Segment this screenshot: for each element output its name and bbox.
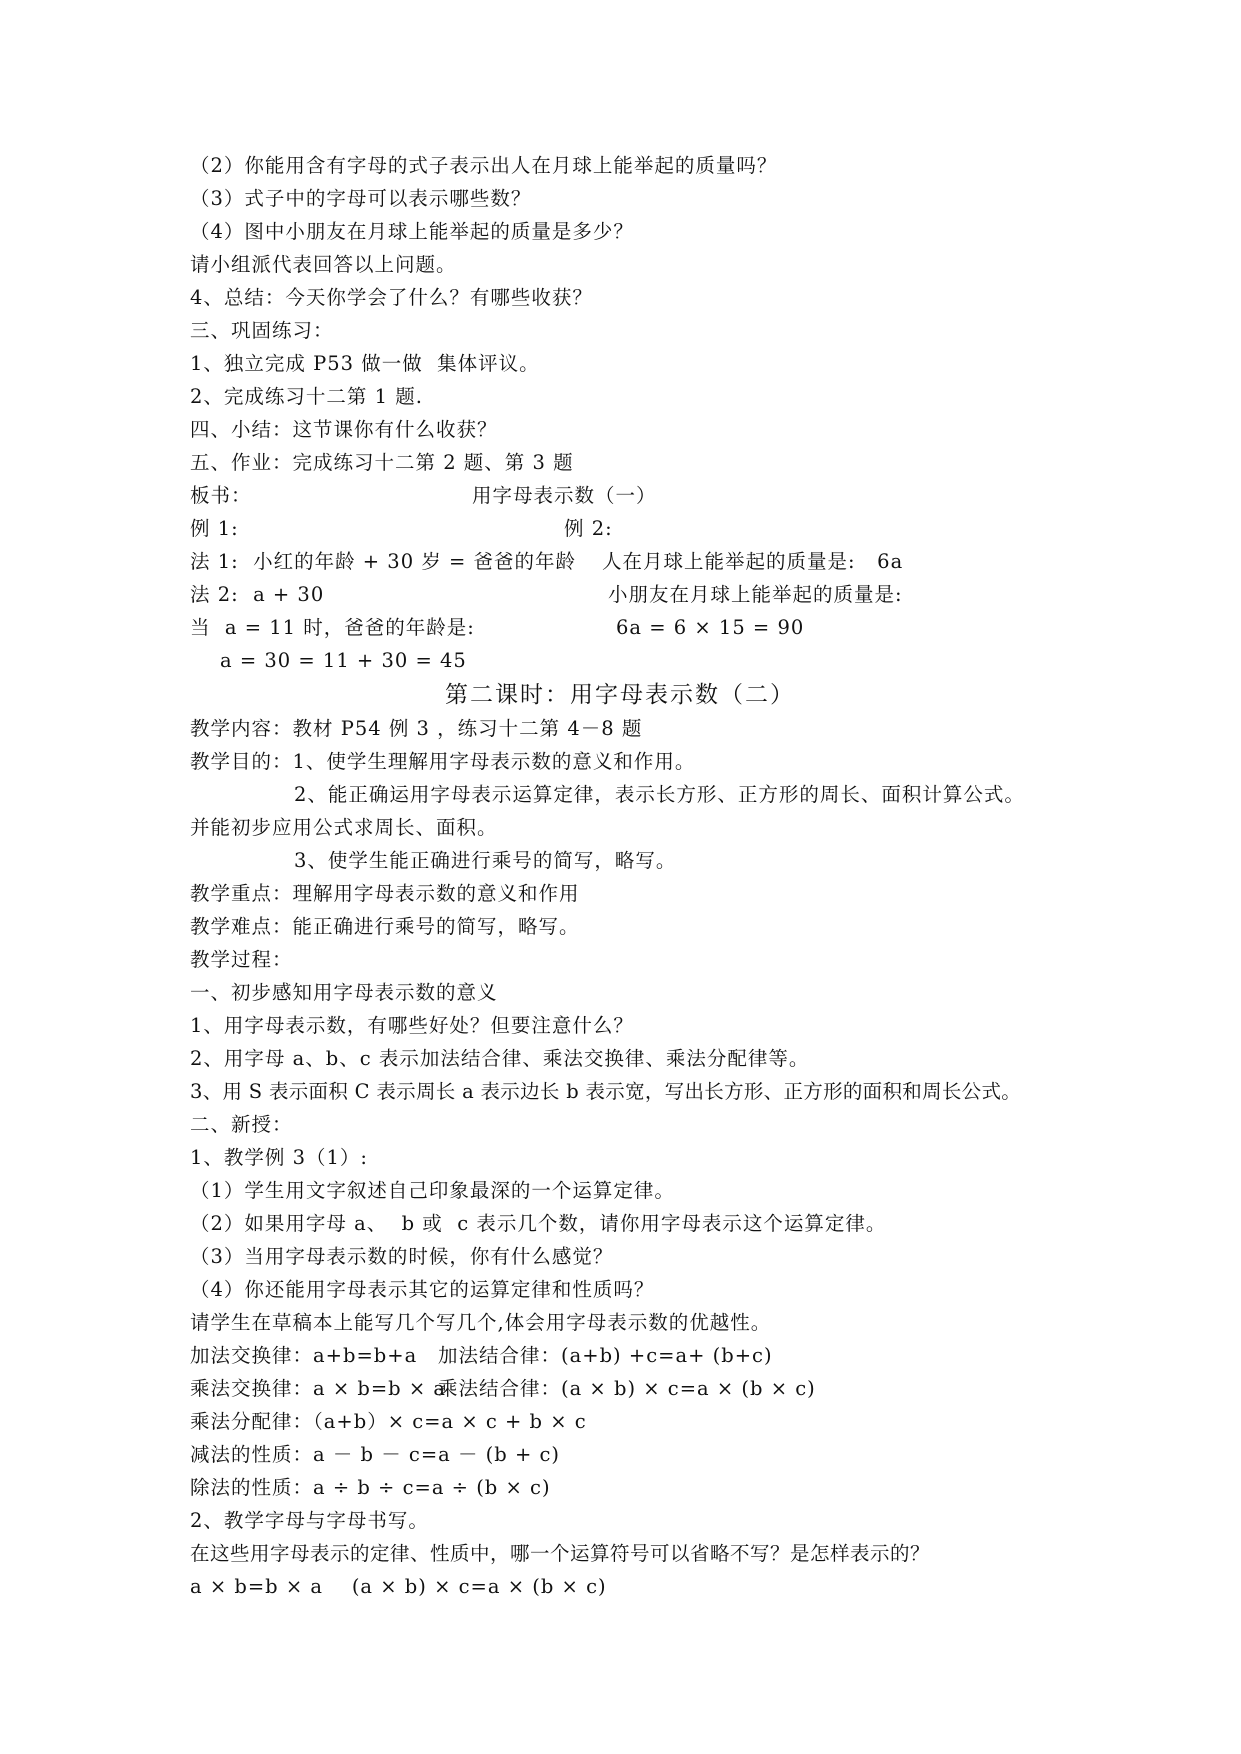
text-line: 在这些用字母表示的定律、性质中，哪一个运算符号可以省略不写？是怎样表示的？ <box>190 1542 931 1565</box>
formula-line: a × b=b × a (a × b) × c=a × (b × c) <box>190 1575 607 1598</box>
text-line: 并能初步应用公式求周长、面积。 <box>190 816 498 839</box>
board-title: 用字母表示数（一） <box>472 484 657 507</box>
section-heading: 一、初步感知用字母表示数的意义 <box>190 981 498 1004</box>
section-heading: 三、巩固练习： <box>190 319 334 342</box>
text-line: 法 1: 小红的年龄 + 30 岁 = 爸爸的年龄 <box>190 550 577 573</box>
text-line: 请小组派代表回答以上问题。 <box>190 253 457 276</box>
text-line: （2）如果用字母 a、 b 或 c 表示几个数，请你用字母表示这个运算定律。 <box>190 1212 887 1235</box>
example-label: 例 2: <box>564 517 613 540</box>
text-line: 2、用字母 a、b、c 表示加法结合律、乘法交换律、乘法分配律等。 <box>190 1047 810 1070</box>
text-line: 人在月球上能举起的质量是: 6a <box>602 550 904 573</box>
text-line: 2、完成练习十二第 1 题. <box>190 385 423 408</box>
text-line: 教学难点：能正确进行乘号的简写，略写。 <box>190 915 580 938</box>
text-line: （3）当用字母表示数的时候，你有什么感觉？ <box>190 1245 614 1268</box>
formula-line: 乘法交换律：a × b=b × a <box>190 1377 447 1400</box>
text-line: 请学生在草稿本上能写几个写几个,体会用字母表示数的优越性。 <box>190 1311 772 1334</box>
formula-line: 乘法结合律：(a × b) × c=a × (b × c) <box>438 1377 816 1400</box>
section-heading: 教学过程： <box>190 948 293 971</box>
formula-line: 加法结合律：(a+b) +c=a+ (b+c) <box>438 1344 773 1367</box>
formula-line: 加法交换律：a+b=b+a <box>190 1344 418 1367</box>
example-label: 例 1: <box>190 517 239 540</box>
section-heading: 二、新授： <box>190 1113 293 1136</box>
text-line: 小朋友在月球上能举起的质量是: <box>608 583 903 606</box>
text-line: 2、能正确运用字母表示运算定律，表示长方形、正方形的周长、面积计算公式。 <box>294 783 1025 806</box>
text-line: （1）学生用文字叙述自己印象最深的一个运算定律。 <box>190 1179 675 1202</box>
text-line: （4）图中小朋友在月球上能举起的质量是多少？ <box>190 220 634 243</box>
text-line: 1、教学例 3（1）: <box>190 1146 368 1169</box>
text-line: 教学内容：教材 P54 例 3 ，练习十二第 4－8 题 <box>190 717 643 740</box>
text-line: 4、总结：今天你学会了什么？有哪些收获？ <box>190 286 593 309</box>
text-line: a = 30 = 11 + 30 = 45 <box>220 649 467 672</box>
text-line: 2、教学字母与字母书写。 <box>190 1509 429 1532</box>
text-line: （2）你能用含有字母的式子表示出人在月球上能举起的质量吗？ <box>190 154 778 177</box>
text-line: 当 a = 11 时，爸爸的年龄是: <box>190 616 475 639</box>
formula-line: 除法的性质：a ÷ b ÷ c=a ÷ (b × c) <box>190 1476 551 1499</box>
text-line: （4）你还能用字母表示其它的运算定律和性质吗？ <box>190 1278 655 1301</box>
text-line: 1、独立完成 P53 做一做 集体评议。 <box>190 352 540 375</box>
text-line: 教学目的：1、使学生理解用字母表示数的意义和作用。 <box>190 750 696 773</box>
text-line: 3、使学生能正确进行乘号的简写，略写。 <box>294 849 677 872</box>
section-heading: 五、作业：完成练习十二第 2 题、第 3 题 <box>190 451 574 474</box>
lesson-title: 第二课时：用字母表示数（二） <box>445 682 795 708</box>
text-line: 教学重点：理解用字母表示数的意义和作用 <box>190 882 580 905</box>
text-line: 3、用 S 表示面积 C 表示周长 a 表示边长 b 表示宽，写出长方形、正方形的面积和周长公式。 <box>190 1080 1022 1103</box>
text-line: 1、用字母表示数，有哪些好处？但要注意什么？ <box>190 1014 634 1037</box>
text-line: （3）式子中的字母可以表示哪些数？ <box>190 187 532 210</box>
board-label: 板书： <box>190 484 252 507</box>
formula-line: 乘法分配律：（a+b）× c=a × c + b × c <box>190 1410 587 1433</box>
formula-line: 减法的性质：a － b － c=a － (b + c) <box>190 1443 561 1466</box>
section-heading: 四、小结：这节课你有什么收获？ <box>190 418 498 441</box>
text-line: 6a = 6 × 15 = 90 <box>616 616 805 639</box>
text-line: 法 2: a + 30 <box>190 583 325 606</box>
